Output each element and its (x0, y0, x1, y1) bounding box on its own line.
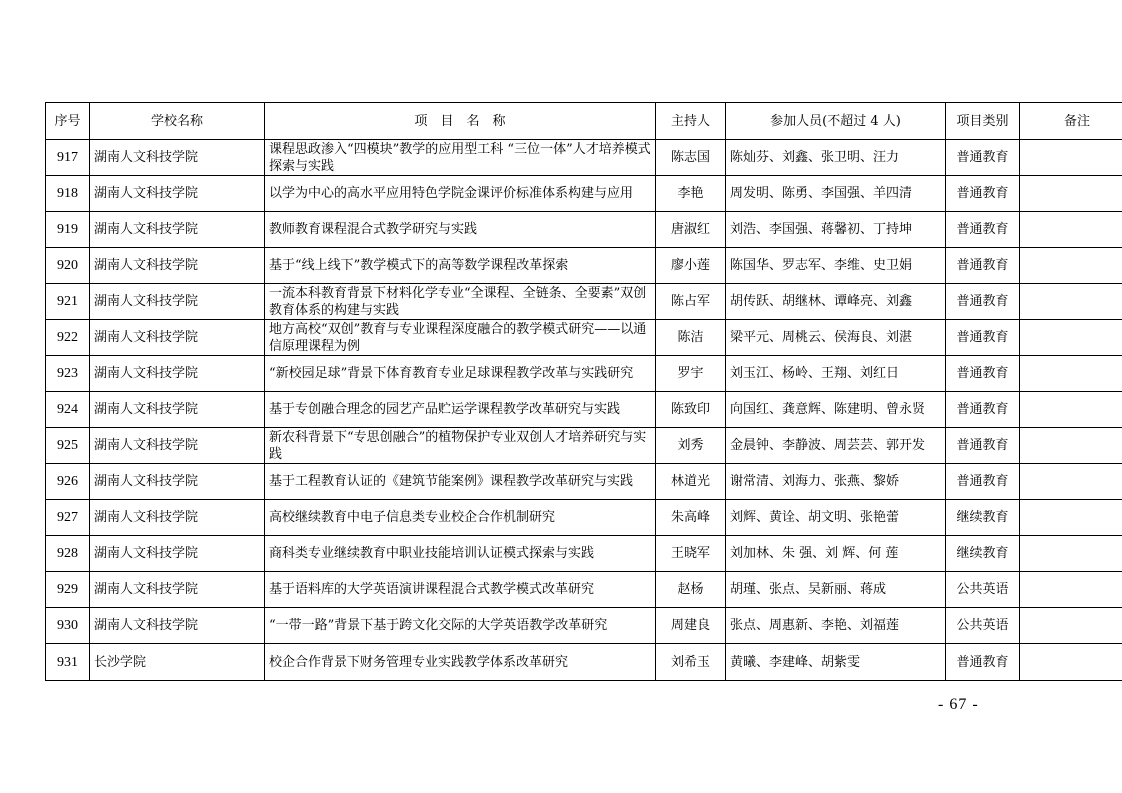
table-row (46, 176, 1122, 212)
row-number: 928 (46, 536, 90, 572)
project-type: 普通教育 (946, 212, 1020, 248)
project-members: 梁平元、周桃云、侯海良、刘湛 (726, 320, 946, 356)
school-name: 湖南人文科技学院 (90, 392, 265, 428)
table-row (46, 464, 1122, 500)
project-leader: 陈占军 (656, 284, 726, 320)
project-leader: 廖小莲 (656, 248, 726, 284)
table-row (46, 536, 1122, 572)
table-row (46, 284, 1122, 320)
project-remark (1020, 248, 1122, 284)
project-members: 陈国华、罗志军、李维、史卫娟 (726, 248, 946, 284)
row-number: 920 (46, 248, 90, 284)
row-number: 917 (46, 140, 90, 176)
project-leader: 刘秀 (656, 428, 726, 464)
project-title: 以学为中心的高水平应用特色学院金课评价标准体系构建与应用 (265, 176, 656, 212)
school-name: 湖南人文科技学院 (90, 536, 265, 572)
project-list-sheet (45, 102, 1122, 681)
school-name: 湖南人文科技学院 (90, 140, 265, 176)
project-type: 继续教育 (946, 500, 1020, 536)
project-title: 校企合作背景下财务管理专业实践教学体系改革研究 (265, 644, 656, 681)
table-body (46, 140, 1122, 681)
project-members: 刘加林、朱 强、刘 辉、何 莲 (726, 536, 946, 572)
project-members: 金晨钟、李静波、周芸芸、郭开发 (726, 428, 946, 464)
table-row (46, 428, 1122, 464)
project-members: 向国红、龚意辉、陈建明、曾永贤 (726, 392, 946, 428)
school-name: 湖南人文科技学院 (90, 500, 265, 536)
header-type: 项目类别 (946, 103, 1020, 140)
project-remark (1020, 392, 1122, 428)
project-remark (1020, 284, 1122, 320)
school-name: 湖南人文科技学院 (90, 356, 265, 392)
project-type: 普通教育 (946, 176, 1020, 212)
project-members: 黄曦、李建峰、胡紫雯 (726, 644, 946, 681)
project-remark (1020, 500, 1122, 536)
table-row (46, 356, 1122, 392)
row-number: 926 (46, 464, 90, 500)
school-name: 湖南人文科技学院 (90, 248, 265, 284)
project-title: 基于专创融合理念的园艺产品贮运学课程教学改革研究与实践 (265, 392, 656, 428)
project-title: 课程思政渗入“四模块”教学的应用型工科 “三位一体”人才培养模式探索与实践 (265, 140, 656, 176)
project-remark (1020, 428, 1122, 464)
table-header-row (46, 103, 1122, 140)
project-remark (1020, 536, 1122, 572)
row-number: 927 (46, 500, 90, 536)
project-title: 新农科背景下“专思创融合”的植物保护专业双创人才培养研究与实践 (265, 428, 656, 464)
table-row (46, 572, 1122, 608)
project-remark (1020, 212, 1122, 248)
school-name: 湖南人文科技学院 (90, 608, 265, 644)
project-leader: 刘希玉 (656, 644, 726, 681)
school-name: 湖南人文科技学院 (90, 176, 265, 212)
row-number: 918 (46, 176, 90, 212)
project-type: 公共英语 (946, 572, 1020, 608)
project-type: 普通教育 (946, 284, 1020, 320)
project-leader: 陈洁 (656, 320, 726, 356)
page-number: - 67 - (938, 696, 979, 713)
table-row (46, 248, 1122, 284)
header-leader: 主持人 (656, 103, 726, 140)
project-remark (1020, 572, 1122, 608)
table-row (46, 212, 1122, 248)
row-number: 931 (46, 644, 90, 681)
table-row (46, 140, 1122, 176)
row-number: 922 (46, 320, 90, 356)
project-title: 教师教育课程混合式教学研究与实践 (265, 212, 656, 248)
project-type: 普通教育 (946, 392, 1020, 428)
project-type: 公共英语 (946, 608, 1020, 644)
project-type: 普通教育 (946, 248, 1020, 284)
project-type: 普通教育 (946, 464, 1020, 500)
table-row (46, 392, 1122, 428)
table-row (46, 608, 1122, 644)
project-leader: 朱高峰 (656, 500, 726, 536)
header-school: 学校名称 (90, 103, 265, 140)
project-leader: 罗宇 (656, 356, 726, 392)
project-remark (1020, 356, 1122, 392)
project-members: 刘辉、黄诠、胡文明、张艳蕾 (726, 500, 946, 536)
project-title: “新校园足球”背景下体育教育专业足球课程教学改革与实践研究 (265, 356, 656, 392)
table-row (46, 500, 1122, 536)
project-remark (1020, 140, 1122, 176)
project-remark (1020, 320, 1122, 356)
table-row (46, 320, 1122, 356)
header-project: 项 目 名 称 (265, 103, 656, 140)
project-title: 基于语料库的大学英语演讲课程混合式教学模式改革研究 (265, 572, 656, 608)
project-leader: 唐淑红 (656, 212, 726, 248)
row-number: 923 (46, 356, 90, 392)
school-name: 湖南人文科技学院 (90, 572, 265, 608)
project-members: 胡瑾、张点、吴新丽、蒋成 (726, 572, 946, 608)
header-remark: 备注 (1020, 103, 1122, 140)
row-number: 930 (46, 608, 90, 644)
project-leader: 陈志国 (656, 140, 726, 176)
project-members: 张点、周惠新、李艳、刘福莲 (726, 608, 946, 644)
project-type: 普通教育 (946, 356, 1020, 392)
table-row (46, 644, 1122, 681)
project-title: 基于“线上线下”教学模式下的高等数学课程改革探索 (265, 248, 656, 284)
header-members: 参加人员(不超过 4 人) (726, 103, 946, 140)
school-name: 湖南人文科技学院 (90, 428, 265, 464)
project-title: 一流本科教育背景下材料化学专业“全课程、全链条、全要素”双创教育体系的构建与实践 (265, 284, 656, 320)
row-number: 921 (46, 284, 90, 320)
project-members: 刘玉江、杨岭、王翔、刘红日 (726, 356, 946, 392)
project-title: “一带一路”背景下基于跨文化交际的大学英语教学改革研究 (265, 608, 656, 644)
project-members: 刘浩、李国强、蒋馨初、丁持坤 (726, 212, 946, 248)
project-remark (1020, 464, 1122, 500)
project-type: 普通教育 (946, 428, 1020, 464)
row-number: 925 (46, 428, 90, 464)
row-number: 929 (46, 572, 90, 608)
project-leader: 王晓军 (656, 536, 726, 572)
school-name: 长沙学院 (90, 644, 265, 681)
project-leader: 周建良 (656, 608, 726, 644)
project-type: 继续教育 (946, 536, 1020, 572)
school-name: 湖南人文科技学院 (90, 320, 265, 356)
project-type: 普通教育 (946, 140, 1020, 176)
project-type: 普通教育 (946, 644, 1020, 681)
school-name: 湖南人文科技学院 (90, 464, 265, 500)
project-leader: 陈致印 (656, 392, 726, 428)
row-number: 924 (46, 392, 90, 428)
project-type: 普通教育 (946, 320, 1020, 356)
project-table (45, 102, 1122, 681)
project-members: 周发明、陈勇、李国强、羊四清 (726, 176, 946, 212)
project-leader: 林道光 (656, 464, 726, 500)
project-remark (1020, 644, 1122, 681)
project-members: 谢常清、刘海力、张燕、黎娇 (726, 464, 946, 500)
project-title: 商科类专业继续教育中职业技能培训认证模式探索与实践 (265, 536, 656, 572)
row-number: 919 (46, 212, 90, 248)
project-remark (1020, 176, 1122, 212)
project-title: 高校继续教育中电子信息类专业校企合作机制研究 (265, 500, 656, 536)
project-members: 胡传跃、胡继林、谭峰亮、刘鑫 (726, 284, 946, 320)
header-no: 序号 (46, 103, 90, 140)
school-name: 湖南人文科技学院 (90, 284, 265, 320)
project-members: 陈灿芬、刘鑫、张卫明、汪力 (726, 140, 946, 176)
project-leader: 赵杨 (656, 572, 726, 608)
project-remark (1020, 608, 1122, 644)
project-title: 地方高校“双创”教育与专业课程深度融合的教学模式研究——以通信原理课程为例 (265, 320, 656, 356)
school-name: 湖南人文科技学院 (90, 212, 265, 248)
project-title: 基于工程教育认证的《建筑节能案例》课程教学改革研究与实践 (265, 464, 656, 500)
project-leader: 李艳 (656, 176, 726, 212)
